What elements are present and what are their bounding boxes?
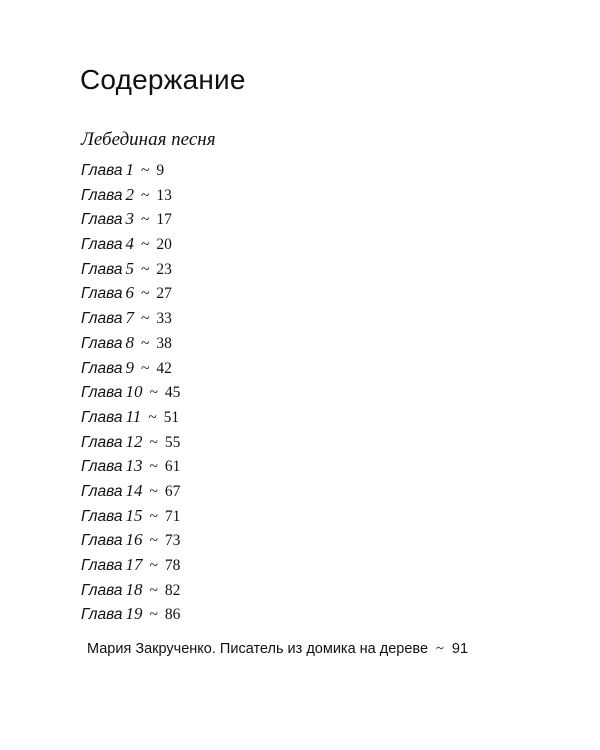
chapter-entry-15[interactable] bbox=[81, 504, 180, 529]
chapter-label: Глава bbox=[81, 211, 123, 229]
chapter-number: 2 bbox=[125, 184, 134, 204]
chapter-entry-14[interactable] bbox=[81, 479, 180, 504]
separator-tilde: ~ bbox=[140, 236, 150, 254]
chapter-label: Глава bbox=[81, 359, 123, 377]
chapter-number: 14 bbox=[125, 480, 143, 500]
separator-tilde: ~ bbox=[149, 606, 158, 624]
page-number: 67 bbox=[164, 482, 181, 500]
chapter-number: 15 bbox=[125, 505, 143, 525]
chapter-number: 11 bbox=[125, 406, 142, 426]
chapter-entry-11[interactable] bbox=[81, 405, 180, 430]
separator-tilde: ~ bbox=[140, 310, 150, 328]
chapter-entry-6[interactable] bbox=[81, 281, 180, 306]
page-number: 61 bbox=[164, 458, 181, 476]
separator-tilde: ~ bbox=[149, 532, 158, 550]
separator-tilde: ~ bbox=[149, 581, 158, 599]
chapter-label: Глава bbox=[81, 581, 123, 599]
page-number: 42 bbox=[156, 359, 172, 377]
separator-tilde: ~ bbox=[148, 408, 157, 426]
chapter-entry-2[interactable] bbox=[81, 183, 180, 208]
page-number: 78 bbox=[164, 557, 181, 574]
page-number: 33 bbox=[156, 310, 172, 328]
separator-tilde: ~ bbox=[149, 507, 158, 525]
chapter-label: Глава bbox=[81, 186, 123, 204]
chapter-number: 6 bbox=[125, 283, 134, 303]
chapter-entry-16[interactable] bbox=[81, 528, 180, 553]
separator-tilde: ~ bbox=[149, 482, 158, 500]
chapter-number: 1 bbox=[125, 160, 134, 179]
chapter-label: Глава bbox=[81, 433, 123, 451]
chapter-entry-4[interactable] bbox=[81, 232, 180, 257]
chapter-label: Глава bbox=[81, 236, 123, 254]
separator-tilde: ~ bbox=[140, 334, 150, 352]
chapter-entry-7[interactable] bbox=[81, 306, 180, 331]
chapter-number: 4 bbox=[125, 234, 134, 254]
page-number: 73 bbox=[164, 532, 181, 550]
chapter-entry-1[interactable] bbox=[81, 158, 180, 183]
separator-tilde: ~ bbox=[149, 557, 158, 574]
chapter-number: 13 bbox=[125, 456, 143, 476]
page-number: 45 bbox=[164, 384, 181, 402]
chapter-label: Глава bbox=[81, 285, 123, 303]
chapter-label: Глава bbox=[81, 162, 123, 179]
chapter-label: Глава bbox=[81, 458, 123, 476]
chapter-entry-9[interactable] bbox=[81, 356, 180, 381]
chapter-number: 9 bbox=[125, 357, 134, 377]
chapter-label: Глава bbox=[81, 334, 123, 352]
chapter-number: 8 bbox=[125, 332, 134, 352]
page-number: 9 bbox=[156, 162, 165, 179]
chapter-number: 19 bbox=[125, 604, 143, 624]
chapter-number: 12 bbox=[125, 431, 143, 451]
chapter-number: 16 bbox=[125, 530, 143, 550]
chapter-label: Глава bbox=[81, 606, 123, 624]
separator-tilde: ~ bbox=[149, 458, 158, 476]
chapter-entry-17[interactable] bbox=[81, 553, 180, 578]
page-number: 20 bbox=[156, 236, 172, 254]
separator-tilde: ~ bbox=[140, 359, 150, 377]
chapter-label: Глава bbox=[81, 507, 123, 525]
chapter-entry-19[interactable] bbox=[81, 602, 180, 627]
chapter-entry-10[interactable] bbox=[81, 380, 180, 405]
separator-tilde: ~ bbox=[140, 162, 150, 179]
page-number: 38 bbox=[156, 334, 172, 352]
separator-tilde: ~ bbox=[140, 211, 150, 229]
page-number: 27 bbox=[156, 285, 172, 303]
chapter-number: 10 bbox=[125, 382, 143, 402]
chapter-label: Глава bbox=[81, 408, 123, 426]
page-number: 13 bbox=[156, 186, 172, 204]
chapter-number: 3 bbox=[125, 209, 134, 229]
chapter-label: Глава bbox=[81, 482, 123, 500]
page-number: 51 bbox=[163, 408, 180, 426]
chapter-entry-12[interactable] bbox=[81, 430, 180, 455]
separator-tilde: ~ bbox=[140, 186, 150, 204]
separator-tilde: ~ bbox=[149, 433, 158, 451]
separator-tilde: ~ bbox=[149, 384, 158, 402]
chapter-label: Глава bbox=[81, 532, 123, 550]
chapter-entry-13[interactable] bbox=[81, 454, 180, 479]
chapter-entry-3[interactable] bbox=[81, 207, 180, 232]
page-number: 23 bbox=[156, 260, 172, 278]
separator-tilde: ~ bbox=[436, 641, 444, 657]
chapter-label: Глава bbox=[81, 384, 123, 402]
chapter-label: Глава bbox=[81, 557, 123, 574]
chapter-entry-18[interactable] bbox=[81, 578, 180, 603]
separator-tilde: ~ bbox=[140, 285, 150, 303]
page-number: 55 bbox=[164, 433, 181, 451]
page-number: 17 bbox=[156, 211, 172, 229]
chapter-number: 5 bbox=[125, 258, 134, 278]
chapter-number: 7 bbox=[125, 308, 134, 328]
appendix-page-number: 91 bbox=[451, 641, 469, 657]
appendix-title: Мария Закрученко. Писатель из домика на дереве bbox=[87, 641, 429, 657]
chapter-label: Глава bbox=[81, 310, 123, 328]
page-number: 82 bbox=[164, 581, 181, 599]
page-title: Содержание bbox=[80, 64, 246, 95]
chapter-label: Глава bbox=[81, 260, 123, 278]
separator-tilde: ~ bbox=[140, 260, 150, 278]
page-number: 71 bbox=[164, 507, 181, 525]
chapter-number: 18 bbox=[125, 579, 143, 599]
chapter-list bbox=[81, 158, 180, 627]
chapter-entry-8[interactable] bbox=[81, 331, 180, 356]
section-title: Лебединая песня bbox=[81, 129, 216, 150]
chapter-number: 17 bbox=[125, 555, 143, 574]
page-number: 86 bbox=[164, 606, 181, 624]
chapter-entry-5[interactable] bbox=[81, 257, 180, 282]
appendix-entry[interactable] bbox=[87, 639, 468, 659]
